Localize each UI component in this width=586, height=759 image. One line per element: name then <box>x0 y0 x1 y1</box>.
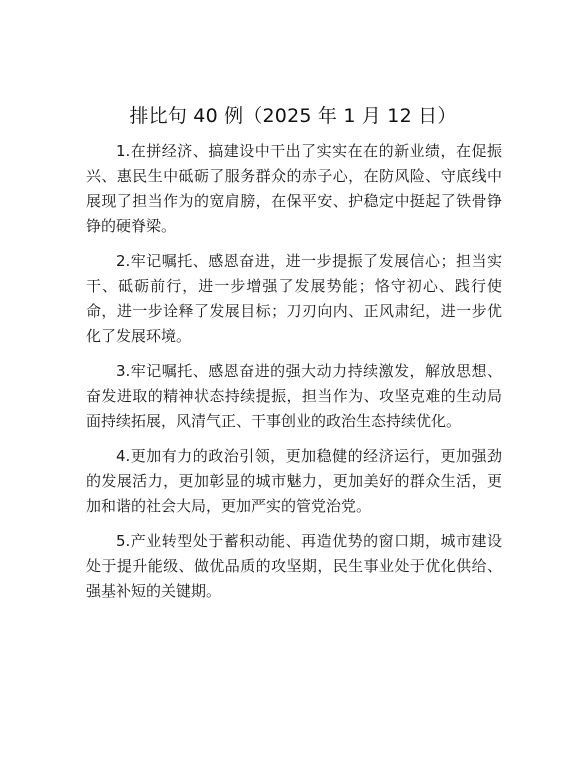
document-title: 排比句 40 例（2025 年 1 月 12 日） <box>129 105 457 127</box>
paragraph-1: 1.在拼经济、搞建设中干出了实实在在的新业绩，在促振兴、惠民生中砥砺了服务群众的赤子心，在防风险、守底线中展现了担当作为的宽肩膀，在保平安、护稳定中挺起了铁骨铮铮的硬脊梁。 <box>86 142 502 235</box>
paragraph-2: 2.牢记嘱托、感恩奋进，进一步提振了发展信心；担当实干、砥砺前行，进一步增强了发展势能；恪守初心、践行使命，进一步诠释了发展目标；刀刃向内、正风肃纪，进一步优化了发展环境。 <box>86 252 502 345</box>
document-body <box>86 139 502 614</box>
paragraph-5: 5.产业转型处于蓄积动能、再造优势的窗口期，城市建设处于提升能级、做优品质的攻坚期，民生事业处于优化供给、强基补短的关键期。 <box>86 532 502 600</box>
paragraph-3: 3.牢记嘱托、感恩奋进的强大动力持续激发，解放思想、奋发进取的精神状态持续提振，担当作为、攻坚克难的生动局面持续拓展，风清气正、干事创业的政治生态持续优化。 <box>86 362 502 430</box>
paragraph-4: 4.更加有力的政治引领，更加稳健的经济运行，更加强劲的发展活力，更加彰显的城市魅力，更加美好的群众生活，更加和谐的社会大局，更加严实的管党治党。 <box>86 447 502 515</box>
